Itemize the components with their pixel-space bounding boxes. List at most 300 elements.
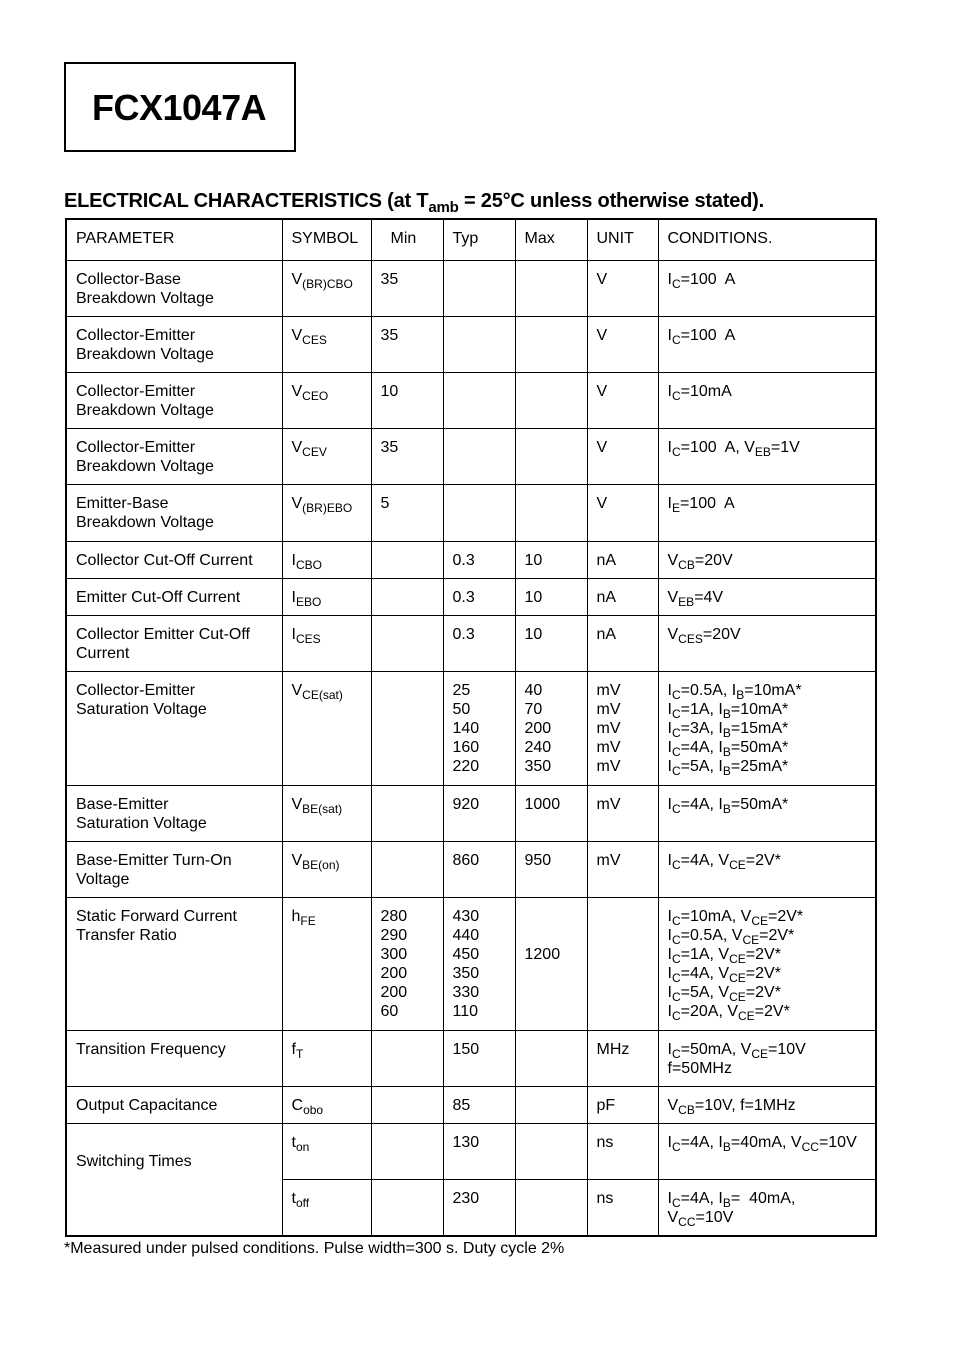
parameter-line: Emitter Cut-Off Current — [76, 588, 241, 606]
condition-line — [668, 757, 868, 776]
cell-symbol — [282, 897, 371, 1030]
symbol-subscript: off — [295, 1195, 310, 1210]
parameter-line: Collector-Base — [76, 270, 181, 288]
cell-unit — [587, 316, 658, 372]
condition-line — [668, 438, 868, 457]
condition-line — [668, 926, 868, 945]
condition-text: =4A, I — [680, 1189, 723, 1207]
min-value: 280 — [380, 907, 408, 925]
condition-text: V — [667, 551, 679, 569]
parameter-line: Current — [76, 644, 130, 662]
symbol-main: V — [291, 270, 303, 288]
condition-text: I — [667, 382, 672, 400]
cell-parameter — [66, 1030, 282, 1086]
condition-text: I — [667, 700, 672, 718]
condition-text: =10V — [695, 1208, 734, 1226]
condition-text: =10mA — [680, 382, 732, 400]
table-row — [66, 1030, 876, 1086]
parameter-line: Transfer Ratio — [76, 926, 177, 944]
cell-typ — [443, 615, 515, 671]
condition-text: I — [667, 326, 672, 344]
cell-parameter — [66, 428, 282, 484]
cell-typ — [443, 1086, 515, 1123]
table-row — [66, 578, 876, 615]
cell-max — [515, 671, 587, 785]
symbol-main: f — [291, 1040, 296, 1058]
cell-unit — [587, 260, 658, 316]
condition-subscript: CE — [729, 989, 746, 1004]
condition-text: I — [667, 945, 672, 963]
footnote: *Measured under pulsed conditions. Pulse width=300 s. Duty cycle 2% — [64, 1240, 565, 1257]
unit-value: nA — [596, 588, 617, 606]
typ-value: 130 — [452, 1133, 480, 1151]
condition-subscript: CE — [729, 951, 746, 966]
unit-value: pF — [596, 1096, 616, 1114]
cell-unit — [587, 1086, 658, 1123]
cell-parameter — [66, 615, 282, 671]
cell-min — [371, 785, 443, 841]
condition-text: =1V — [770, 438, 800, 456]
condition-text: I — [667, 270, 672, 288]
table-row — [66, 316, 876, 372]
unit-value: ns — [596, 1189, 614, 1207]
max-value: 200 — [524, 719, 552, 737]
condition-subscript: C — [671, 744, 681, 759]
symbol-main: I — [291, 551, 296, 569]
condition-subscript: C — [671, 388, 681, 403]
cell-conditions — [658, 260, 876, 316]
cell-min — [371, 1123, 443, 1179]
parameter-line: Base-Emitter — [76, 795, 169, 813]
cell-max — [515, 615, 587, 671]
condition-text: f=50MHz — [667, 1059, 732, 1077]
typ-value: 140 — [452, 719, 480, 737]
typ-value: 450 — [452, 945, 480, 963]
condition-subscript: CC — [801, 1139, 819, 1154]
cell-unit — [587, 578, 658, 615]
symbol-main: C — [291, 1096, 304, 1114]
condition-subscript: CB — [678, 1102, 695, 1117]
symbol-main: I — [291, 588, 296, 606]
cell-conditions — [658, 428, 876, 484]
cell-conditions — [658, 1179, 876, 1236]
condition-subscript: E — [671, 500, 680, 515]
cell-unit — [587, 671, 658, 785]
unit-value: V — [596, 494, 608, 512]
condition-subscript: C — [671, 725, 681, 740]
condition-text: =5A, I — [680, 757, 723, 775]
condition-line — [668, 719, 868, 738]
typ-value: 0.3 — [452, 588, 475, 606]
condition-text: =50mA, V — [680, 1040, 752, 1058]
condition-subscript: C — [671, 276, 681, 291]
condition-line — [668, 588, 868, 607]
condition-line — [668, 1208, 868, 1227]
cell-max — [515, 841, 587, 897]
unit-value: V — [596, 382, 608, 400]
symbol-subscript: BE(sat) — [302, 801, 343, 816]
cell-symbol — [282, 785, 371, 841]
cell-max — [515, 260, 587, 316]
cell-typ — [443, 897, 515, 1030]
unit-value: nA — [596, 625, 617, 643]
unit-value: mV — [596, 700, 621, 718]
cell-min — [371, 671, 443, 785]
condition-subscript: C — [671, 801, 681, 816]
condition-text: =20A, V — [680, 1002, 738, 1020]
condition-line — [668, 326, 868, 345]
header-parameter: PARAMETER — [66, 219, 282, 260]
table-row — [66, 372, 876, 428]
unit-value: V — [596, 438, 608, 456]
section-title — [64, 190, 764, 216]
max-value: 10 — [524, 588, 543, 606]
condition-text: =2V* — [745, 983, 781, 1001]
symbol-subscript: obo — [303, 1102, 324, 1117]
condition-text: =4V — [694, 588, 724, 606]
condition-line — [668, 1040, 868, 1059]
condition-line — [668, 1096, 868, 1115]
cell-min — [371, 484, 443, 541]
condition-subscript: B — [736, 687, 745, 702]
condition-subscript: C — [671, 932, 681, 947]
condition-subscript: CES — [678, 631, 703, 646]
cell-symbol — [282, 316, 371, 372]
cell-symbol — [282, 671, 371, 785]
cell-max — [515, 372, 587, 428]
symbol-main: V — [291, 851, 303, 869]
cell-typ — [443, 316, 515, 372]
condition-text: I — [667, 983, 672, 1001]
cell-conditions — [658, 484, 876, 541]
condition-text: =2V* — [759, 926, 795, 944]
cell-parameter — [66, 671, 282, 785]
cell-typ — [443, 671, 515, 785]
symbol-subscript: BE(on) — [302, 857, 340, 872]
max-value: 350 — [524, 757, 552, 775]
condition-line — [668, 382, 868, 401]
cell-unit — [587, 484, 658, 541]
cell-unit — [587, 1123, 658, 1179]
parameter-line: Emitter-Base — [76, 494, 169, 512]
condition-line — [668, 1059, 868, 1078]
cell-typ — [443, 841, 515, 897]
typ-value: 330 — [452, 983, 480, 1001]
condition-subscript: B — [722, 725, 731, 740]
symbol-subscript: CE(sat) — [302, 687, 343, 702]
condition-text: =20V — [694, 551, 733, 569]
cell-conditions — [658, 785, 876, 841]
unit-value: nA — [596, 551, 617, 569]
cell-typ — [443, 541, 515, 578]
condition-line — [668, 851, 868, 870]
cell-parameter — [66, 578, 282, 615]
cell-min — [371, 897, 443, 1030]
condition-subscript: CB — [678, 557, 695, 572]
condition-subscript: CE — [742, 932, 760, 947]
header-min: Min — [371, 219, 443, 260]
cell-max — [515, 484, 587, 541]
cell-parameter — [66, 1086, 282, 1123]
condition-text: =100 A — [679, 494, 735, 512]
condition-subscript: B — [722, 801, 731, 816]
unit-value: mV — [596, 795, 621, 813]
cell-typ — [443, 1030, 515, 1086]
condition-text: I — [667, 438, 672, 456]
table-header-row — [66, 219, 876, 260]
condition-text: =0.5A, I — [680, 681, 737, 699]
typ-value: 430 — [452, 907, 480, 925]
condition-text: =4A, I — [680, 738, 723, 756]
condition-text: =4A, I — [680, 1133, 723, 1151]
condition-subscript: CE — [751, 913, 768, 928]
condition-line — [668, 270, 868, 289]
min-value: 200 — [380, 964, 408, 982]
cell-min — [371, 1086, 443, 1123]
parameter-line: Transition Frequency — [76, 1040, 226, 1058]
cell-max — [515, 897, 587, 1030]
condition-text: I — [667, 851, 672, 869]
condition-subscript: C — [671, 989, 681, 1004]
cell-min — [371, 260, 443, 316]
cell-parameter — [66, 372, 282, 428]
cell-min — [371, 841, 443, 897]
condition-text: =25mA* — [730, 757, 789, 775]
condition-subscript: C — [671, 332, 681, 347]
condition-text: =4A, I — [680, 795, 723, 813]
condition-text: =50mA* — [730, 795, 789, 813]
cell-conditions — [658, 1086, 876, 1123]
symbol-subscript: CES — [295, 631, 321, 646]
condition-subscript: C — [671, 1008, 681, 1023]
parameter-line: Collector-Emitter — [76, 382, 196, 400]
condition-line — [668, 1002, 868, 1021]
condition-subscript: CE — [729, 857, 746, 872]
condition-text: V — [667, 1096, 679, 1114]
typ-value: 50 — [452, 700, 471, 718]
cell-symbol — [282, 578, 371, 615]
part-number: FCX1047A — [92, 87, 267, 128]
parameter-line: Breakdown Voltage — [76, 513, 214, 531]
parameter-line: Saturation Voltage — [76, 700, 207, 718]
typ-value: 160 — [452, 738, 480, 756]
condition-text: I — [667, 1133, 672, 1151]
parameter-line: Saturation Voltage — [76, 814, 207, 832]
cell-max — [515, 1030, 587, 1086]
condition-subscript: CE — [738, 1008, 755, 1023]
table-row — [66, 541, 876, 578]
condition-subscript: C — [671, 706, 681, 721]
min-value: 35 — [380, 438, 399, 456]
max-value — [525, 926, 579, 945]
max-value: 10 — [524, 551, 543, 569]
condition-subscript: B — [722, 1195, 731, 1210]
condition-text: =1A, I — [680, 700, 723, 718]
cell-conditions — [658, 316, 876, 372]
cell-unit — [587, 541, 658, 578]
condition-text: I — [667, 926, 672, 944]
condition-text: =4A, V — [680, 851, 730, 869]
cell-parameter — [66, 841, 282, 897]
cell-min — [371, 428, 443, 484]
cell-conditions — [658, 615, 876, 671]
symbol-subscript: CBO — [295, 557, 322, 572]
cell-unit — [587, 1179, 658, 1236]
condition-text: =2V* — [745, 945, 781, 963]
min-value: 300 — [380, 945, 408, 963]
condition-text: =100 A — [680, 270, 736, 288]
cell-typ — [443, 578, 515, 615]
condition-subscript: C — [671, 1139, 681, 1154]
header-conditions: CONDITIONS. — [658, 219, 876, 260]
unit-value: mV — [596, 757, 621, 775]
parameter-line: Collector Cut-Off Current — [76, 551, 253, 569]
symbol-subscript: T — [295, 1046, 304, 1061]
cell-symbol — [282, 428, 371, 484]
section-title-suffix: = 25°C unless otherwise stated). — [458, 190, 764, 212]
cell-unit — [587, 615, 658, 671]
condition-subscript: C — [671, 951, 681, 966]
condition-line — [668, 1133, 868, 1152]
min-value: 5 — [380, 494, 390, 512]
condition-text: =20V — [702, 625, 741, 643]
condition-text: =2V* — [745, 964, 781, 982]
cell-unit — [587, 841, 658, 897]
condition-text: I — [667, 1040, 672, 1058]
condition-line — [668, 625, 868, 644]
symbol-main: V — [291, 795, 303, 813]
condition-subscript: C — [671, 1195, 681, 1210]
cell-parameter — [66, 316, 282, 372]
condition-text: I — [667, 795, 672, 813]
symbol-main: t — [291, 1133, 296, 1151]
condition-subscript: B — [722, 1139, 731, 1154]
condition-text: =10V, f=1MHz — [694, 1096, 796, 1114]
condition-subscript: CE — [729, 970, 746, 985]
cell-min — [371, 1030, 443, 1086]
typ-value: 150 — [452, 1040, 480, 1058]
cell-max — [515, 1179, 587, 1236]
unit-value: ns — [596, 1133, 614, 1151]
header-unit: UNIT — [587, 219, 658, 260]
parameter-line: Voltage — [76, 870, 130, 888]
max-value: 950 — [524, 851, 552, 869]
condition-text: =4A, V — [680, 964, 730, 982]
cell-conditions — [658, 372, 876, 428]
unit-value: mV — [596, 738, 621, 756]
condition-subscript: C — [671, 857, 681, 872]
symbol-main: V — [291, 681, 303, 699]
cell-symbol — [282, 541, 371, 578]
cell-conditions — [658, 897, 876, 1030]
condition-line — [668, 945, 868, 964]
parameter-line: Base-Emitter Turn-On — [76, 851, 232, 869]
parameter-line: Breakdown Voltage — [76, 345, 214, 363]
condition-text: I — [667, 681, 672, 699]
max-value: 240 — [524, 738, 552, 756]
electrical-characteristics-table — [65, 218, 877, 1237]
cell-symbol — [282, 1179, 371, 1236]
condition-text: =2V* — [745, 851, 781, 869]
typ-value: 25 — [452, 681, 471, 699]
cell-typ — [443, 1123, 515, 1179]
condition-text: I — [667, 964, 672, 982]
condition-line — [668, 700, 868, 719]
cell-parameter — [66, 260, 282, 316]
cell-min — [371, 372, 443, 428]
cell-conditions — [658, 578, 876, 615]
table-row — [66, 428, 876, 484]
condition-line — [668, 964, 868, 983]
typ-value: 0.3 — [452, 551, 475, 569]
cell-conditions — [658, 841, 876, 897]
cell-max — [515, 785, 587, 841]
condition-subscript: C — [671, 1046, 681, 1061]
condition-text: =2V* — [754, 1002, 790, 1020]
cell-parameter — [66, 1123, 282, 1179]
symbol-main: t — [291, 1189, 296, 1207]
unit-value: V — [596, 326, 608, 344]
cell-min — [371, 541, 443, 578]
condition-subscript: CE — [751, 1046, 768, 1061]
table-row — [66, 841, 876, 897]
condition-text: I — [667, 719, 672, 737]
parameter-line: Breakdown Voltage — [76, 457, 214, 475]
max-value: 1200 — [524, 945, 561, 963]
typ-value: 110 — [452, 1002, 479, 1020]
cell-symbol — [282, 841, 371, 897]
cell-conditions — [658, 541, 876, 578]
cell-max — [515, 541, 587, 578]
header-max: Max — [515, 219, 587, 260]
condition-text: =10mA, V — [680, 907, 752, 925]
min-value: 35 — [380, 326, 399, 344]
parameter-line: Output Capacitance — [76, 1096, 218, 1114]
condition-text: =3A, I — [680, 719, 723, 737]
cell-symbol — [282, 615, 371, 671]
cell-conditions — [658, 1030, 876, 1086]
symbol-subscript: (BR)EBO — [302, 500, 353, 515]
cell-unit — [587, 428, 658, 484]
symbol-subscript: FE — [300, 913, 316, 928]
condition-text: =10mA* — [730, 700, 789, 718]
max-value: 70 — [524, 700, 543, 718]
condition-line — [668, 681, 868, 700]
condition-text: I — [667, 738, 672, 756]
unit-value: V — [596, 270, 608, 288]
cell-min — [371, 316, 443, 372]
cell-symbol — [282, 1123, 371, 1179]
typ-value: 440 — [452, 926, 480, 944]
cell-typ — [443, 1179, 515, 1236]
cell-parameter — [66, 897, 282, 1030]
table-row — [66, 1086, 876, 1123]
parameter-line: Switching Times — [76, 1153, 192, 1170]
condition-text: V — [667, 1208, 679, 1226]
cell-min — [371, 1179, 443, 1236]
table-row — [66, 484, 876, 541]
cell-typ — [443, 428, 515, 484]
table-body — [66, 260, 876, 1236]
unit-value: mV — [596, 719, 621, 737]
table-row — [66, 260, 876, 316]
header-symbol: SYMBOL — [282, 219, 371, 260]
max-value: 10 — [524, 625, 543, 643]
condition-text: =1A, V — [680, 945, 730, 963]
cell-symbol — [282, 1030, 371, 1086]
condition-text: =50mA* — [730, 738, 789, 756]
min-value: 35 — [380, 270, 399, 288]
